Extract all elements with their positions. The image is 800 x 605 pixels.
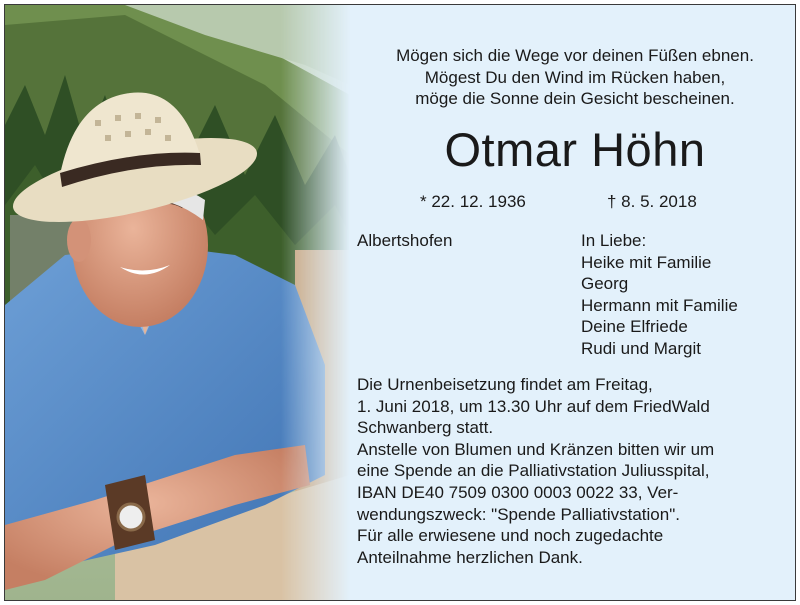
mourners-list [581, 230, 738, 360]
place-name: Albertshofen [357, 231, 453, 250]
poem-line: Mögen sich die Wege vor deinen Füßen ebnen. [396, 46, 754, 65]
notice-line: IBAN DE40 7509 0300 0003 0022 33, Ver- [357, 482, 679, 502]
funeral-notice [357, 374, 714, 568]
death-date: † 8. 5. 2018 [607, 192, 697, 211]
poem-line: Mögest Du den Wind im Rücken haben, [424, 67, 726, 87]
notice-line: wendungszweck: "Spende Palliativstation". [357, 504, 680, 524]
birth-date: * 22. 12. 1936 [420, 192, 526, 211]
mourner-line: Georg [581, 274, 629, 294]
poem-line: möge die Sonne dein Gesicht bescheinen. [415, 89, 735, 109]
mourner-line: Deine Elfriede [581, 317, 688, 337]
mourner-line: Heike mit Familie [581, 252, 712, 272]
poem [365, 45, 785, 110]
notice-line: Anteilnahme herzlichen Dank. [357, 547, 583, 567]
obituary-card [4, 4, 796, 601]
mourner-line: Hermann mit Familie [581, 295, 738, 315]
notice-line: Schwanberg statt. [357, 418, 494, 438]
portrait-photo [5, 5, 350, 601]
notice-line: Anstelle von Blumen und Kränzen bitten wir um [357, 439, 715, 459]
notice-line: eine Spende an die Palliativstation Juliusspital, [357, 461, 710, 481]
mourner-line: Rudi und Margit [581, 338, 702, 358]
notice-line: Für alle erwiesene und noch zugedachte [357, 526, 664, 546]
deceased-name: Otmar Höhn [444, 123, 706, 176]
notice-line: Die Urnenbeisetzung findet am Freitag, [357, 375, 653, 394]
notice-line: 1. Juni 2018, um 13.30 Uhr auf dem FriedWald [357, 396, 710, 416]
mourner-line: In Liebe: [581, 231, 647, 250]
